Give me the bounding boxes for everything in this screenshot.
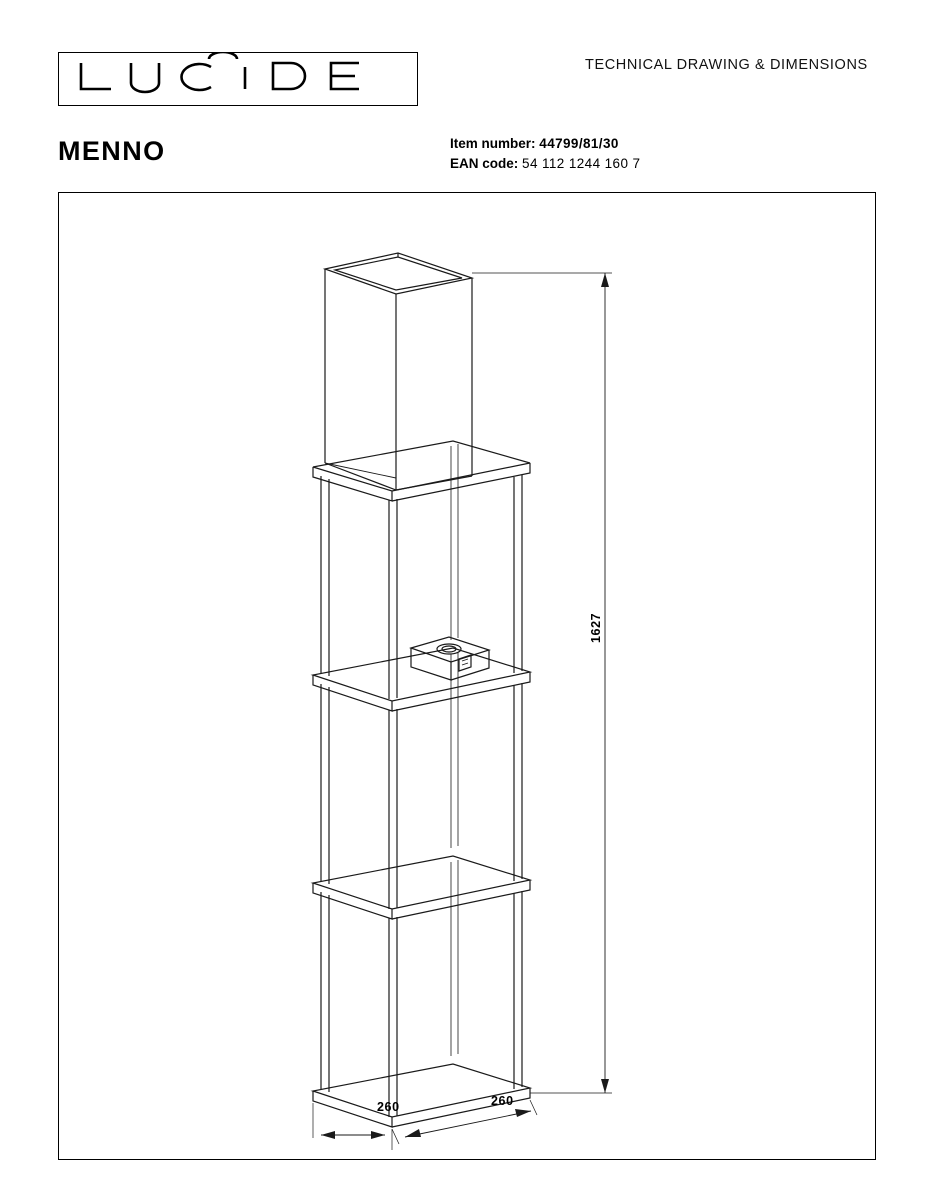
- lucide-logo-icon: [59, 53, 416, 104]
- page-title: MENNO: [58, 136, 166, 166]
- brand-logo: [58, 52, 418, 106]
- item-number-row: [450, 134, 640, 154]
- ean-label: EAN code:: [450, 156, 519, 171]
- dimension-width-front-label: 260: [377, 1100, 400, 1114]
- product-meta: [450, 134, 640, 174]
- document-title: TECHNICAL DRAWING & DIMENSIONS: [585, 57, 868, 73]
- ean-value: 54 112 1244 160 7: [522, 156, 641, 171]
- product-technical-drawing: [59, 193, 875, 1159]
- dimension-width-side-label: 260: [491, 1094, 514, 1108]
- item-number-label: Item number:: [450, 136, 536, 151]
- item-number-value: 44799/81/30: [539, 136, 619, 151]
- ean-row: [450, 154, 640, 174]
- drawing-frame: [58, 192, 876, 1160]
- dimension-height-label: 1627: [589, 612, 603, 643]
